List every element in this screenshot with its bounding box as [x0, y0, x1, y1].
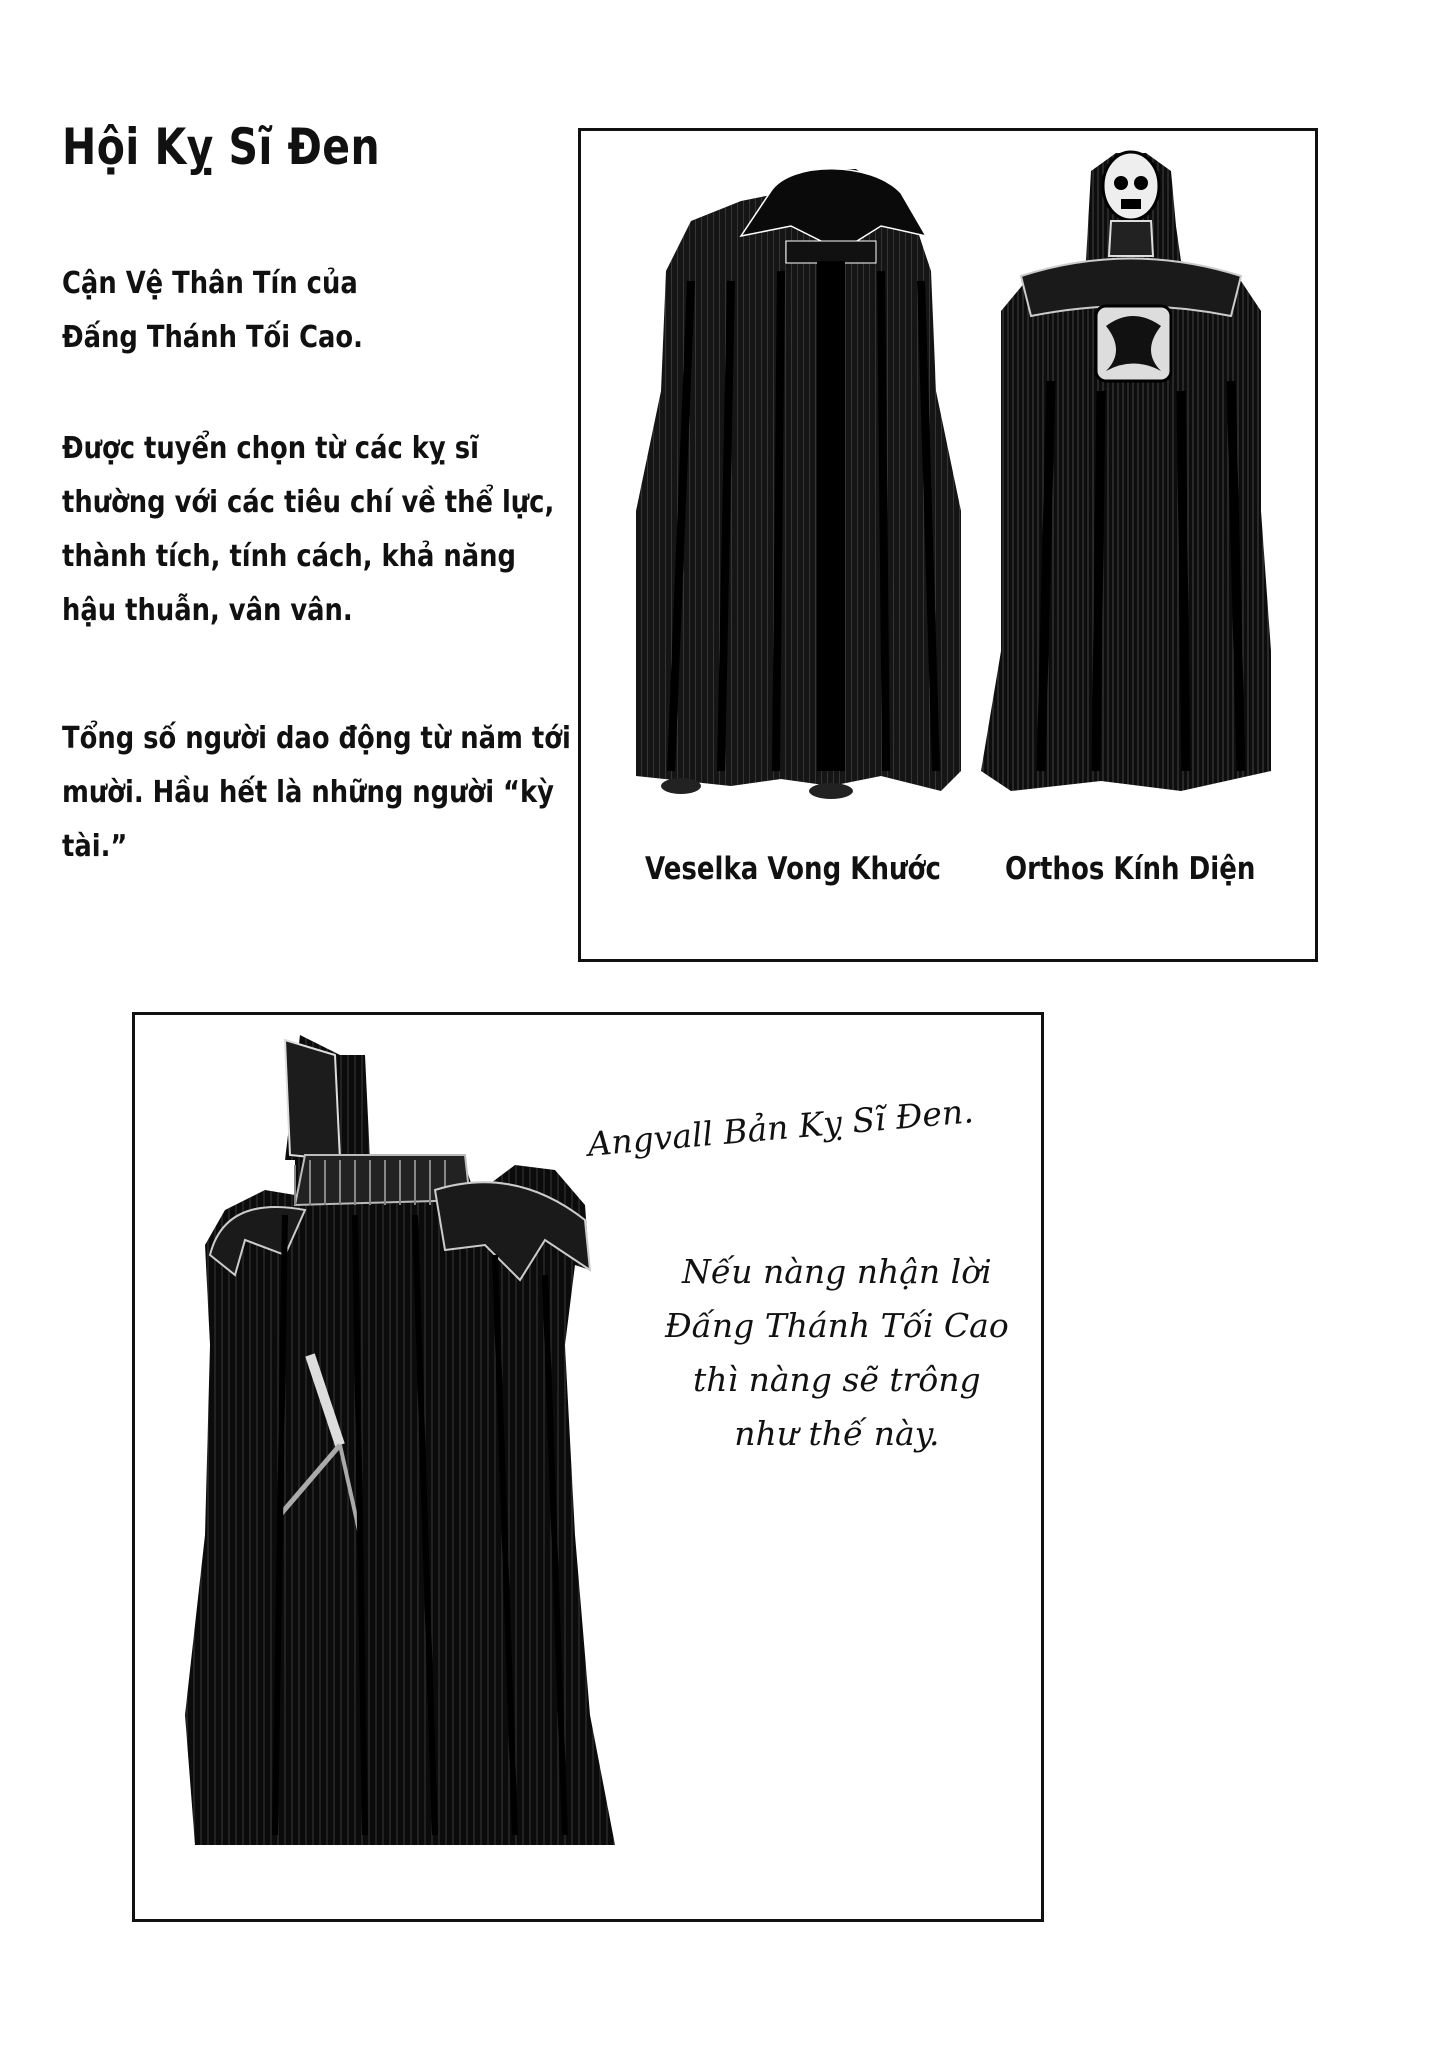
caption-veselka: Veselka Vong Khước: [645, 851, 941, 887]
intro-paragraph-2: [62, 422, 554, 638]
text-line: thành tích, tính cách, khả năng: [62, 539, 517, 574]
text-line: mười. Hầu hết là những người “kỳ: [62, 775, 554, 810]
text-line: Cận Vệ Thân Tín của: [62, 266, 358, 301]
handwritten-note: [665, 1245, 1009, 1461]
note-line: thì nàng sẽ trông: [693, 1360, 981, 1399]
text-line: tài.”: [62, 829, 128, 864]
bottom-illustration-panel: [132, 1012, 1044, 1922]
cloaked-knights-illustration: [581, 131, 1315, 959]
orthos-figure: [981, 152, 1271, 791]
intro-paragraph-1: [62, 257, 363, 365]
text-line: hậu thuẫn, vân vân.: [62, 593, 353, 628]
caption-orthos: Orthos Kính Diện: [1005, 851, 1256, 887]
intro-paragraph-3: [62, 712, 571, 874]
text-line: thường với các tiêu chí về thể lực,: [62, 485, 555, 520]
note-line: như thế này.: [734, 1414, 940, 1453]
note-line: Nếu nàng nhận lời: [682, 1252, 992, 1291]
text-line: Tổng số người dao động từ năm tới: [62, 721, 571, 756]
top-illustration-panel: [578, 128, 1318, 962]
angvall-figure: [185, 1035, 615, 1845]
veselka-figure: [636, 169, 961, 799]
text-line: Đấng Thánh Tối Cao.: [62, 320, 363, 355]
angvall-name-label: Angvall Bản Kỵ Sĩ Đen.: [585, 1091, 976, 1164]
page-title: Hội Kỵ Sĩ Đen: [62, 118, 381, 176]
note-line: Đấng Thánh Tối Cao: [665, 1306, 1009, 1345]
text-line: Được tuyển chọn từ các kỵ sĩ: [62, 431, 479, 466]
